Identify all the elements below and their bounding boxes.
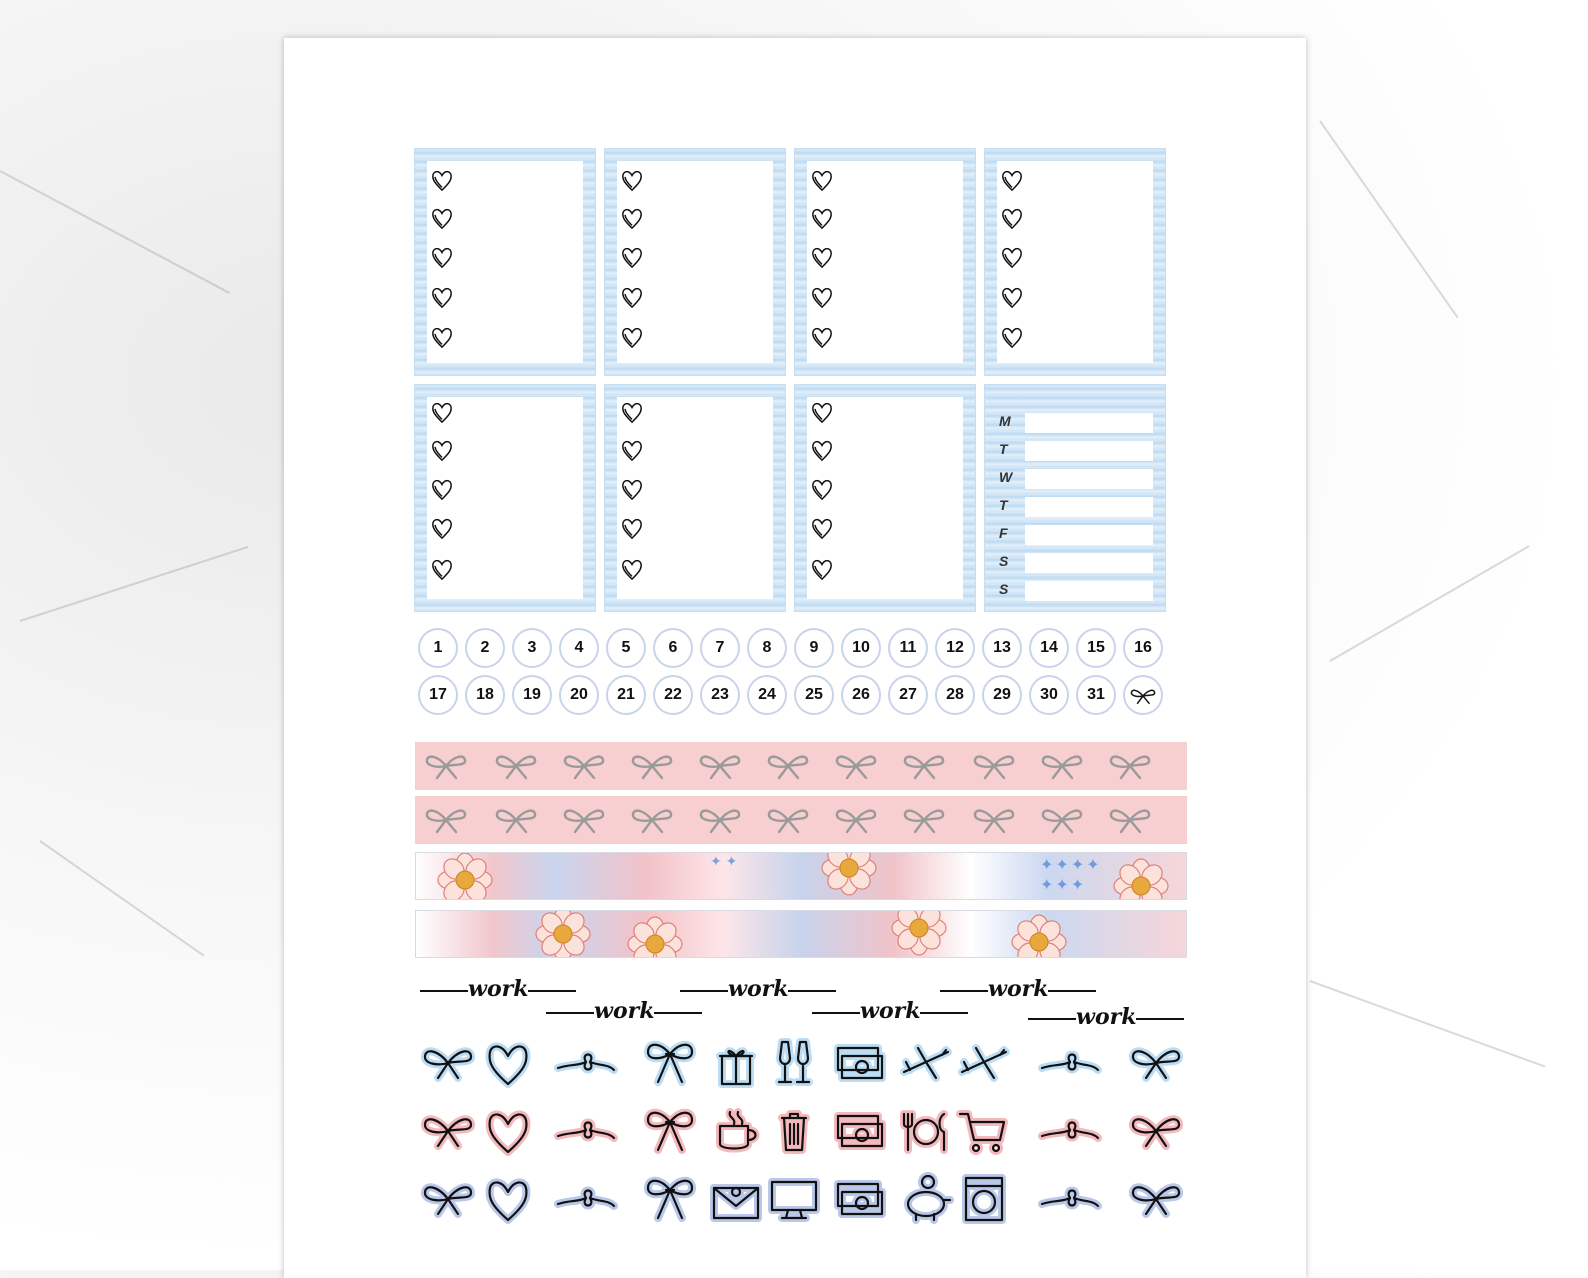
heart-outline-icon xyxy=(811,517,833,541)
peach-flower-icon xyxy=(626,915,684,958)
date-dot[interactable]: 21 xyxy=(606,675,646,715)
checklist-box[interactable] xyxy=(414,384,596,612)
heart-outline-icon xyxy=(621,517,643,541)
week-tracker-box[interactable] xyxy=(984,384,1166,612)
heart-outline-icon xyxy=(811,169,833,193)
heart-outline-icon xyxy=(431,286,453,310)
big-bow-icon[interactable] xyxy=(640,1172,700,1226)
silver-bow-icon xyxy=(901,804,947,836)
date-dot[interactable]: 26 xyxy=(841,675,881,715)
big-bow-icon[interactable] xyxy=(640,1036,700,1090)
silver-bow-icon xyxy=(901,750,947,782)
date-dot[interactable]: 3 xyxy=(512,628,552,668)
ribbon-swirl-icon[interactable] xyxy=(536,1104,636,1158)
champagne-icon[interactable] xyxy=(764,1036,824,1090)
heart-outline-icon xyxy=(431,246,453,270)
date-dot[interactable]: 2 xyxy=(465,628,505,668)
big-bow-icon[interactable] xyxy=(640,1104,700,1158)
date-dot[interactable]: 1 xyxy=(418,628,458,668)
silver-bow-icon xyxy=(1039,804,1085,836)
blue-stars: ✦ ✦ xyxy=(710,853,738,869)
silver-bow-icon xyxy=(833,750,879,782)
date-dot[interactable]: 11 xyxy=(888,628,928,668)
heart-outline-icon xyxy=(431,326,453,350)
heart-outline-icon xyxy=(431,169,453,193)
trash-can-icon[interactable] xyxy=(764,1104,824,1158)
day-row: F xyxy=(999,523,1153,547)
checklist-box[interactable] xyxy=(984,148,1166,376)
work-label[interactable]: work xyxy=(468,976,529,1002)
heart-outline-icon xyxy=(1001,207,1023,231)
heart-outline-icon xyxy=(811,286,833,310)
date-dot[interactable]: 5 xyxy=(606,628,646,668)
work-label[interactable]: work xyxy=(1076,1004,1137,1030)
washi-strip-floral[interactable] xyxy=(415,852,1187,900)
ribbon-swirl-icon[interactable] xyxy=(1020,1104,1120,1158)
heart-outline-icon xyxy=(431,478,453,502)
date-dot[interactable]: 22 xyxy=(653,675,693,715)
work-label[interactable]: work xyxy=(728,976,789,1002)
date-dot[interactable]: 12 xyxy=(935,628,975,668)
date-dot[interactable]: 6 xyxy=(653,628,693,668)
date-dot[interactable]: 16 xyxy=(1123,628,1163,668)
silver-bow-icon xyxy=(423,750,469,782)
date-dot[interactable]: 7 xyxy=(700,628,740,668)
date-dot[interactable]: 25 xyxy=(794,675,834,715)
heart-icon[interactable] xyxy=(478,1172,538,1226)
washing-machine-icon[interactable] xyxy=(954,1172,1014,1226)
shopping-cart-icon[interactable] xyxy=(954,1104,1014,1158)
ribbon-swirl-icon[interactable] xyxy=(536,1036,636,1090)
marble-vein xyxy=(39,840,204,956)
date-dot[interactable]: 29 xyxy=(982,675,1022,715)
peach-flower-icon xyxy=(1112,857,1170,900)
date-dot[interactable]: 8 xyxy=(747,628,787,668)
bow-icon[interactable] xyxy=(418,1172,478,1226)
heart-outline-icon xyxy=(621,478,643,502)
day-row: T xyxy=(999,495,1153,519)
date-dot-bow[interactable] xyxy=(1123,675,1163,715)
checklist-box[interactable] xyxy=(414,148,596,376)
computer-icon[interactable] xyxy=(764,1172,824,1226)
checklist-box[interactable] xyxy=(794,384,976,612)
silver-bow-icon xyxy=(493,804,539,836)
silver-bow-icon xyxy=(971,750,1017,782)
airplane-icon[interactable] xyxy=(896,1036,956,1090)
heart-outline-icon xyxy=(431,207,453,231)
checklist-box[interactable] xyxy=(604,148,786,376)
heart-outline-icon xyxy=(431,517,453,541)
silver-bow-icon xyxy=(765,804,811,836)
money-icon[interactable] xyxy=(830,1172,890,1226)
date-dot[interactable]: 23 xyxy=(700,675,740,715)
peach-flower-icon xyxy=(534,910,592,958)
gift-icon[interactable] xyxy=(706,1036,766,1090)
heart-outline-icon xyxy=(431,439,453,463)
day-row: S xyxy=(999,579,1153,603)
day-row: W xyxy=(999,467,1153,491)
date-dot[interactable]: 17 xyxy=(418,675,458,715)
marble-vein xyxy=(20,546,249,622)
silver-bow-icon xyxy=(833,804,879,836)
heart-outline-icon xyxy=(621,246,643,270)
email-icon[interactable] xyxy=(706,1172,766,1226)
coffee-mug-icon[interactable] xyxy=(706,1104,766,1158)
dining-icon[interactable] xyxy=(896,1104,956,1158)
date-dot[interactable]: 24 xyxy=(747,675,787,715)
silver-bow-icon xyxy=(971,804,1017,836)
bow-icon xyxy=(1129,685,1157,707)
heart-icon[interactable] xyxy=(478,1104,538,1158)
ribbon-swirl-icon[interactable] xyxy=(536,1172,636,1226)
heart-outline-icon xyxy=(811,326,833,350)
marble-vein xyxy=(1330,545,1530,662)
heart-outline-icon xyxy=(431,401,453,425)
date-dot[interactable]: 10 xyxy=(841,628,881,668)
date-dot[interactable]: 15 xyxy=(1076,628,1116,668)
bow-icon[interactable] xyxy=(1126,1036,1186,1090)
silver-bow-icon xyxy=(697,750,743,782)
date-dot[interactable]: 27 xyxy=(888,675,928,715)
checklist-box[interactable] xyxy=(794,148,976,376)
ribbon-swirl-icon[interactable] xyxy=(1020,1172,1120,1226)
silver-bow-icon xyxy=(561,804,607,836)
date-dot[interactable]: 18 xyxy=(465,675,505,715)
marble-vein xyxy=(0,170,230,294)
heart-outline-icon xyxy=(621,401,643,425)
date-dot[interactable]: 28 xyxy=(935,675,975,715)
checklist-box[interactable] xyxy=(604,384,786,612)
piggy-bank-icon[interactable] xyxy=(896,1172,956,1226)
marble-vein xyxy=(1319,120,1458,318)
heart-icon[interactable] xyxy=(478,1036,538,1090)
silver-bow-icon xyxy=(765,750,811,782)
bow-icon[interactable] xyxy=(1126,1172,1186,1226)
peach-flower-icon xyxy=(1010,913,1068,958)
heart-outline-icon xyxy=(431,558,453,582)
silver-bow-icon xyxy=(629,804,675,836)
heart-outline-icon xyxy=(621,286,643,310)
date-dot[interactable]: 19 xyxy=(512,675,552,715)
work-label[interactable]: work xyxy=(860,998,921,1024)
bow-icon[interactable] xyxy=(1126,1104,1186,1158)
peach-flower-icon xyxy=(436,852,494,900)
date-dot[interactable]: 14 xyxy=(1029,628,1069,668)
washi-strip-bows[interactable] xyxy=(415,796,1187,844)
date-dot[interactable]: 30 xyxy=(1029,675,1069,715)
silver-bow-icon xyxy=(561,750,607,782)
marble-vein xyxy=(1310,980,1546,1067)
silver-bow-icon xyxy=(1107,750,1153,782)
silver-bow-icon xyxy=(629,750,675,782)
silver-bow-icon xyxy=(697,804,743,836)
washi-strip-floral[interactable] xyxy=(415,910,1187,958)
silver-bow-icon xyxy=(1107,804,1153,836)
washi-strip-bows[interactable] xyxy=(415,742,1187,790)
money-icon[interactable] xyxy=(830,1036,890,1090)
heart-outline-icon xyxy=(811,558,833,582)
silver-bow-icon xyxy=(1039,750,1085,782)
heart-outline-icon xyxy=(621,207,643,231)
heart-outline-icon xyxy=(811,207,833,231)
work-label[interactable]: work xyxy=(988,976,1049,1002)
date-dot[interactable]: 20 xyxy=(559,675,599,715)
bow-icon[interactable] xyxy=(418,1036,478,1090)
day-row: S xyxy=(999,551,1153,575)
heart-outline-icon xyxy=(811,401,833,425)
heart-outline-icon xyxy=(1001,326,1023,350)
airplane-icon[interactable] xyxy=(954,1036,1014,1090)
date-dot[interactable]: 13 xyxy=(982,628,1022,668)
heart-outline-icon xyxy=(1001,169,1023,193)
ribbon-swirl-icon[interactable] xyxy=(1020,1036,1120,1090)
heart-outline-icon xyxy=(811,246,833,270)
day-row: M xyxy=(999,411,1153,435)
heart-outline-icon xyxy=(1001,286,1023,310)
date-dot[interactable]: 4 xyxy=(559,628,599,668)
blue-stars: ✦✦✦✦ ✦✦✦ xyxy=(1040,857,1102,894)
silver-bow-icon xyxy=(423,804,469,836)
work-label[interactable]: work xyxy=(594,998,655,1024)
peach-flower-icon xyxy=(820,852,878,897)
date-dot[interactable]: 9 xyxy=(794,628,834,668)
money-icon[interactable] xyxy=(830,1104,890,1158)
heart-outline-icon xyxy=(621,326,643,350)
heart-outline-icon xyxy=(621,439,643,463)
heart-outline-icon xyxy=(621,558,643,582)
date-dot[interactable]: 31 xyxy=(1076,675,1116,715)
heart-outline-icon xyxy=(621,169,643,193)
heart-outline-icon xyxy=(811,478,833,502)
silver-bow-icon xyxy=(493,750,539,782)
day-row: T xyxy=(999,439,1153,463)
heart-outline-icon xyxy=(1001,246,1023,270)
bow-icon[interactable] xyxy=(418,1104,478,1158)
peach-flower-icon xyxy=(890,910,948,957)
heart-outline-icon xyxy=(811,439,833,463)
